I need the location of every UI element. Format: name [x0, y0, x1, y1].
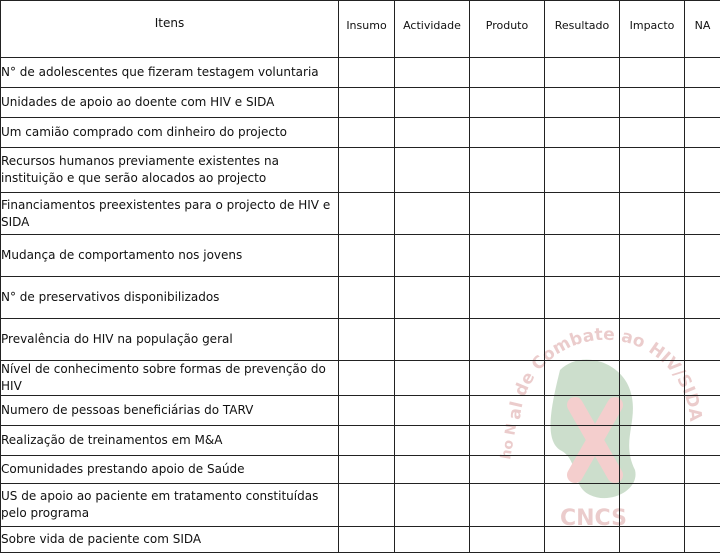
classification-cell[interactable]: [339, 235, 395, 277]
table-row: [1, 88, 720, 118]
item-label: Numero de pessoas beneficiárias do TARV: [1, 396, 339, 426]
item-label: Financiamentos preexistentes para o projecto de HIV e SIDA: [1, 193, 339, 235]
classification-cell[interactable]: [620, 118, 685, 148]
classification-cell[interactable]: [395, 88, 470, 118]
classification-cell[interactable]: [395, 361, 470, 396]
classification-cell[interactable]: [470, 235, 545, 277]
header-resultado: Resultado: [545, 1, 620, 58]
item-label: Recursos humanos previamente existentes na instituição e que serão alocados ao projecto: [1, 148, 339, 193]
table-row: [1, 277, 720, 319]
classification-cell[interactable]: [395, 193, 470, 235]
table-row: [1, 193, 720, 235]
classification-cell[interactable]: [545, 148, 620, 193]
classification-cell[interactable]: [545, 361, 620, 396]
item-label: Prevalência do HIV na população geral: [1, 319, 339, 361]
classification-cell[interactable]: [395, 58, 470, 88]
classification-cell[interactable]: [545, 58, 620, 88]
classification-cell[interactable]: [470, 361, 545, 396]
classification-cell[interactable]: [545, 118, 620, 148]
classification-cell[interactable]: [395, 456, 470, 484]
header-na: NA: [685, 1, 720, 58]
classification-cell[interactable]: [395, 426, 470, 456]
classification-cell[interactable]: [470, 118, 545, 148]
classification-cell[interactable]: [395, 396, 470, 426]
classification-cell[interactable]: [620, 319, 685, 361]
watermark-arc-text: al de Combate ao HIV/SIDA: [505, 325, 705, 424]
classification-cell[interactable]: [395, 118, 470, 148]
classification-cell[interactable]: [620, 148, 685, 193]
classification-cell[interactable]: [470, 484, 545, 527]
item-label: N° de adolescentes que fizeram testagem voluntaria: [1, 58, 339, 88]
header-itens: Itens: [1, 1, 339, 58]
classification-cell[interactable]: [620, 58, 685, 88]
classification-cell[interactable]: [339, 456, 395, 484]
classification-cell[interactable]: [470, 58, 545, 88]
classification-cell[interactable]: [620, 88, 685, 118]
classification-cell[interactable]: [545, 396, 620, 426]
classification-cell[interactable]: [470, 456, 545, 484]
classification-cell[interactable]: [685, 456, 720, 484]
classification-cell[interactable]: [395, 148, 470, 193]
classification-cell[interactable]: [685, 361, 720, 396]
classification-cell[interactable]: [685, 193, 720, 235]
item-label: US de apoio ao paciente em tratamento constituídas pelo programa: [1, 484, 339, 527]
classification-cell[interactable]: [685, 235, 720, 277]
header-produto: Produto: [470, 1, 545, 58]
item-label: Unidades de apoio ao doente com HIV e SIDA: [1, 88, 339, 118]
classification-cell[interactable]: [470, 319, 545, 361]
table-row: [1, 148, 720, 193]
classification-cell[interactable]: [339, 118, 395, 148]
table-row: [1, 484, 720, 527]
table-row: [1, 58, 720, 88]
classification-cell[interactable]: [339, 361, 395, 396]
classification-cell[interactable]: [395, 484, 470, 527]
classification-cell[interactable]: [339, 58, 395, 88]
classification-cell[interactable]: [620, 361, 685, 396]
classification-cell[interactable]: [620, 193, 685, 235]
classification-cell[interactable]: [470, 148, 545, 193]
classification-cell[interactable]: [395, 319, 470, 361]
classification-cell[interactable]: [685, 277, 720, 319]
classification-cell[interactable]: [339, 88, 395, 118]
classification-cell[interactable]: [685, 484, 720, 527]
classification-cell[interactable]: [545, 88, 620, 118]
classification-cell[interactable]: [620, 456, 685, 484]
classification-cell[interactable]: [545, 277, 620, 319]
classification-cell[interactable]: [620, 277, 685, 319]
classification-cell[interactable]: [620, 235, 685, 277]
header-actividade: Actividade: [395, 1, 470, 58]
classification-cell[interactable]: [685, 426, 720, 456]
header-insumo: Insumo: [339, 1, 395, 58]
classification-cell[interactable]: [395, 235, 470, 277]
watermark-acronym: CNCS: [560, 506, 627, 531]
item-label: Sobre vida de paciente com SIDA: [1, 527, 339, 553]
classification-cell[interactable]: [470, 277, 545, 319]
header-row: [1, 1, 720, 58]
table-row: [1, 396, 720, 426]
classification-cell[interactable]: [685, 148, 720, 193]
classification-cell[interactable]: [339, 484, 395, 527]
classification-cell[interactable]: [545, 319, 620, 361]
item-label: N° de preservativos disponibilizados: [1, 277, 339, 319]
classification-cell[interactable]: [685, 58, 720, 88]
classification-cell[interactable]: [620, 396, 685, 426]
classification-cell[interactable]: [620, 484, 685, 527]
table-row: [1, 361, 720, 396]
classification-cell[interactable]: [470, 426, 545, 456]
item-label: Comunidades prestando apoio de Saúde: [1, 456, 339, 484]
classification-cell[interactable]: [545, 193, 620, 235]
classification-cell[interactable]: [685, 88, 720, 118]
classification-cell[interactable]: [470, 193, 545, 235]
table-row: [1, 235, 720, 277]
classification-cell[interactable]: [545, 426, 620, 456]
watermark-left-text: ho N: [498, 422, 520, 460]
item-label: Nível de conhecimento sobre formas de prevenção do HIV: [1, 361, 339, 396]
table-row: [1, 456, 720, 484]
classification-cell[interactable]: [545, 235, 620, 277]
classification-cell[interactable]: [339, 277, 395, 319]
classification-cell[interactable]: [545, 484, 620, 527]
classification-cell[interactable]: [685, 319, 720, 361]
classification-cell[interactable]: [339, 426, 395, 456]
table-row: [1, 426, 720, 456]
item-label: Um camião comprado com dinheiro do projecto: [1, 118, 339, 148]
header-impacto: Impacto: [620, 1, 685, 58]
classification-cell[interactable]: [685, 118, 720, 148]
classification-cell[interactable]: [339, 396, 395, 426]
classification-cell[interactable]: [470, 396, 545, 426]
classification-cell[interactable]: [339, 193, 395, 235]
classification-cell[interactable]: [339, 319, 395, 361]
classification-cell[interactable]: [339, 148, 395, 193]
classification-cell[interactable]: [620, 426, 685, 456]
table-row: [1, 319, 720, 361]
classification-cell[interactable]: [685, 396, 720, 426]
classification-cell[interactable]: [545, 456, 620, 484]
classification-cell[interactable]: [470, 88, 545, 118]
item-label: Realização de treinamentos em M&A: [1, 426, 339, 456]
table-row: [1, 118, 720, 148]
classification-cell[interactable]: [395, 277, 470, 319]
item-label: Mudança de comportamento nos jovens: [1, 235, 339, 277]
